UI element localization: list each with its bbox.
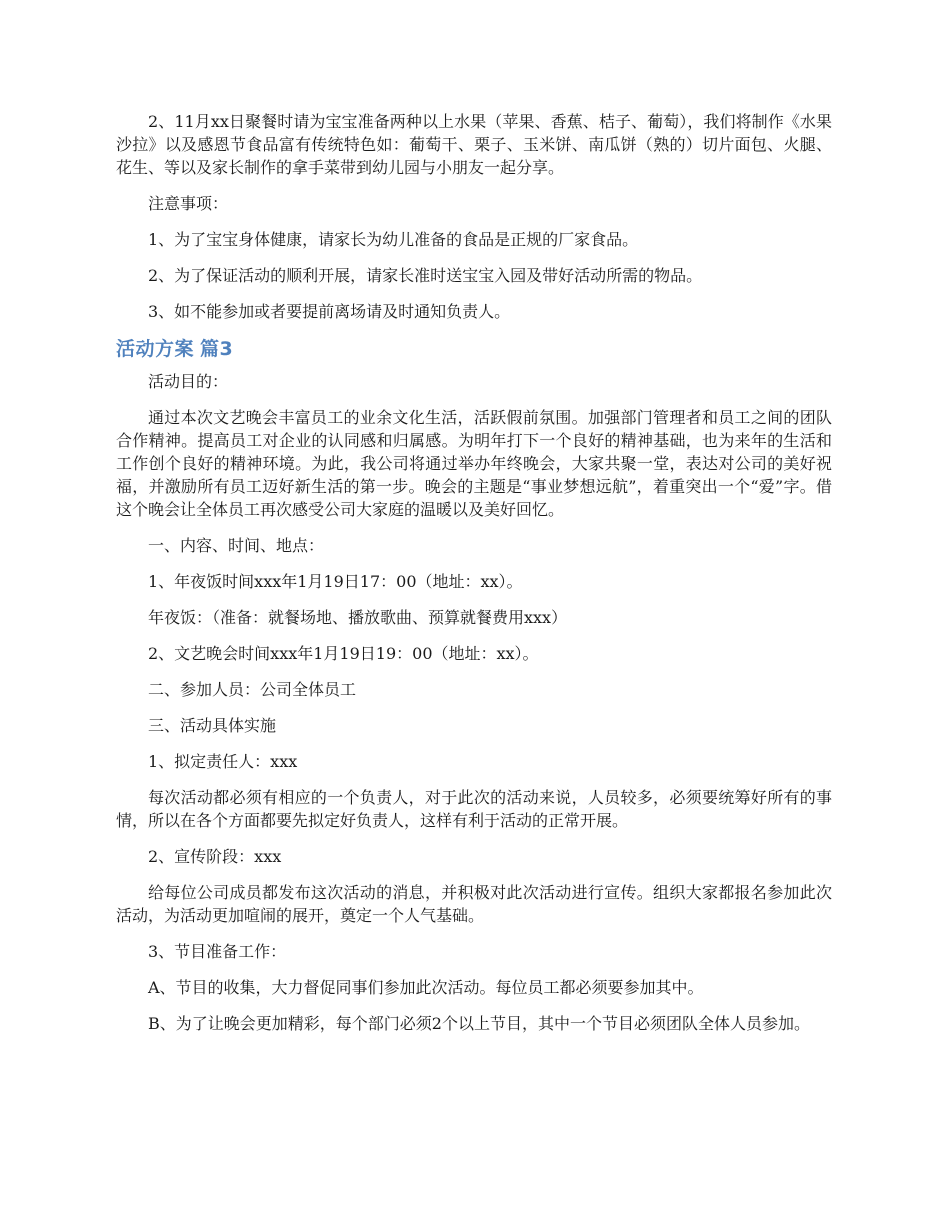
paragraph: 活动目的： bbox=[148, 372, 229, 391]
section-heading bbox=[116, 336, 832, 362]
section-heading-title: 活动方案 bbox=[116, 338, 195, 360]
document-body bbox=[116, 110, 832, 1035]
paragraph: 1、为了宝宝身体健康，请家长为幼儿准备的食品是正规的厂家食品。 bbox=[148, 230, 639, 249]
paragraph: 2、宣传阶段：xxx bbox=[148, 847, 282, 866]
paragraph: 二、参加人员：公司全体员工 bbox=[148, 680, 357, 699]
paragraph: 3、如不能参加或者要提前离场请及时通知负责人。 bbox=[148, 302, 511, 321]
paragraph: 3、节目准备工作： bbox=[148, 942, 287, 961]
paragraph: A、节目的收集，大力督促同事们参加此次活动。每位员工都必须要参加其中。 bbox=[148, 978, 704, 997]
paragraph: 通过本次文艺晚会丰富员工的业余文化生活，活跃假前氛围。加强部门管理者和员工之间的团队合作精神。提高员工对企业的认同感和归属感。为明年打下一个良好的精神基础，也为来年的生活和工作创个良好的精神环境。为此，我公司将通过举办年终晚会，大家共聚一堂，表达对公司的美好祝福，并激励所有员工迈好新生活的第一步。晚会的主题是“事业梦想远航”，着重突出一个“爱”字。借这个晚会让全体员工再次感受公司大家庭的温暖以及美好回忆。 bbox=[116, 408, 832, 519]
paragraph: B、为了让晚会更加精彩，每个部门必须2个以上节目，其中一个节目必须团队全体人员参加。 bbox=[148, 1014, 810, 1033]
paragraph: 2、为了保证活动的顺利开展，请家长准时送宝宝入园及带好活动所需的物品。 bbox=[148, 266, 703, 285]
paragraph: 年夜饭：（准备：就餐场地、播放歌曲、预算就餐费用xxx） bbox=[148, 608, 568, 627]
paragraph: 一、内容、时间、地点： bbox=[148, 536, 325, 555]
paragraph: 1、拟定责任人：xxx bbox=[148, 752, 298, 771]
paragraph: 2、11月xx日聚餐时请为宝宝准备两种以上水果（苹果、香蕉、桔子、葡萄），我们将制作《水果沙拉》以及感恩节食品富有传统特色如：葡萄干、栗子、玉米饼、南瓜饼（熟的）切片面包、火腿、花生、等以及家长制作的拿手菜带到幼儿园与小朋友一起分享。 bbox=[116, 112, 832, 177]
paragraph: 1、年夜饭时间xxx年1月19日17：00（地址：xx）。 bbox=[148, 572, 523, 591]
paragraph: 给每位公司成员都发布这次活动的消息，并积极对此次活动进行宣传。组织大家都报名参加此次活动，为活动更加喧闹的展开，奠定一个人气基础。 bbox=[116, 883, 832, 925]
section-heading-number: 篇3 bbox=[200, 338, 234, 360]
paragraph: 2、文艺晚会时间xxx年1月19日19：00（地址：xx）。 bbox=[148, 644, 539, 663]
paragraph: 三、活动具体实施 bbox=[148, 716, 277, 735]
paragraph: 每次活动都必须有相应的一个负责人，对于此次的活动来说，人员较多，必须要统筹好所有的事情，所以在各个方面都要先拟定好负责人，这样有利于活动的正常开展。 bbox=[116, 788, 832, 830]
paragraph: 注意事项： bbox=[148, 194, 229, 213]
